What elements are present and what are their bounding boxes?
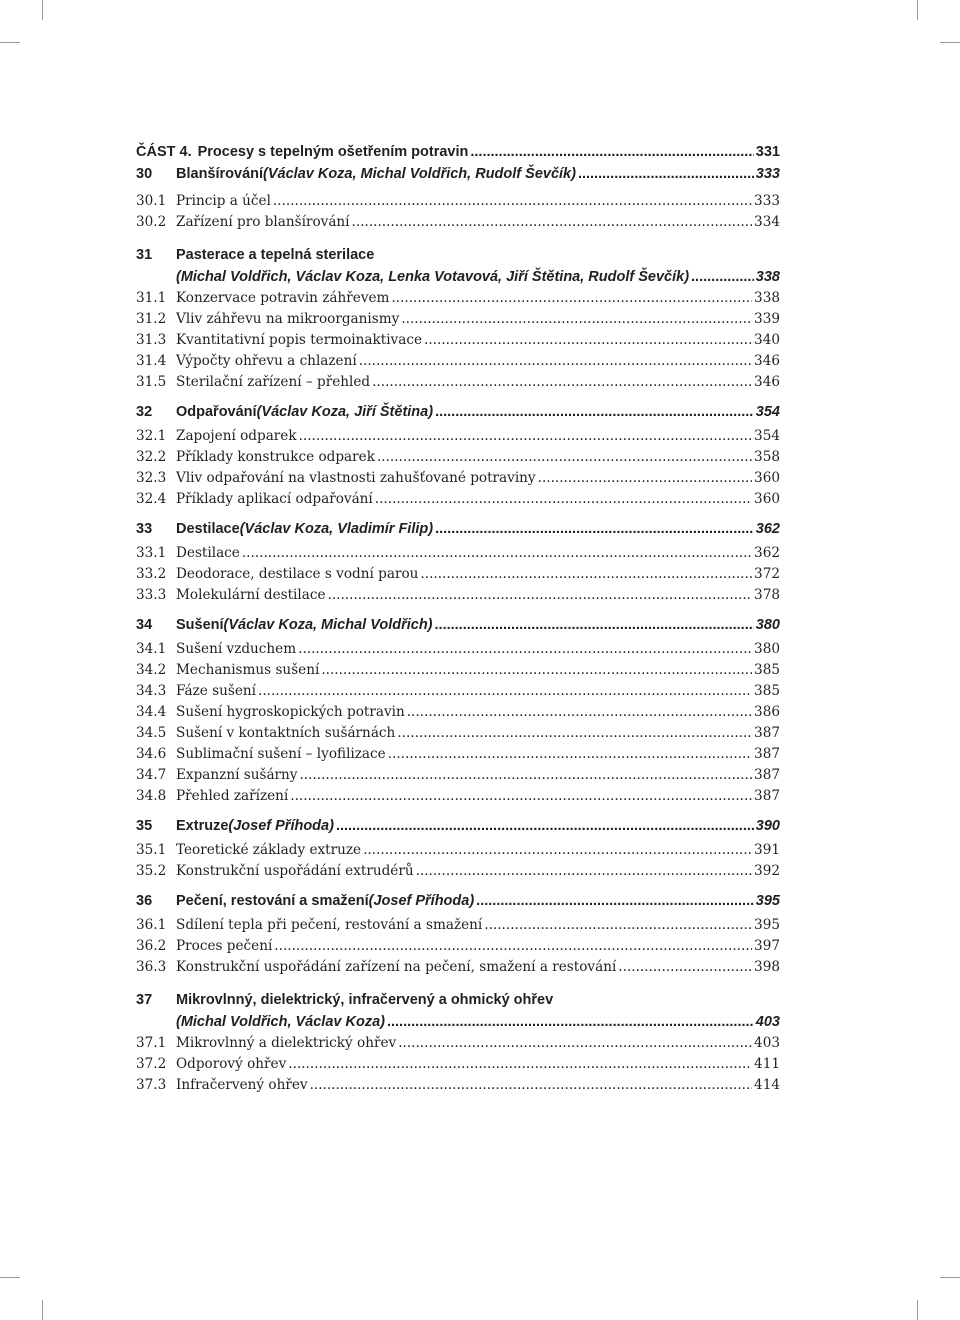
section-page-number: 403	[754, 1035, 780, 1051]
chapter-authors-line	[136, 1011, 780, 1033]
section-title: Sublimační sušení – lyofilizace	[176, 746, 386, 762]
toc-section-entry[interactable]	[136, 585, 780, 606]
chapter-number: 32	[136, 404, 153, 420]
dot-leader	[372, 372, 752, 393]
chapter-title: Extruze	[176, 818, 229, 834]
chapter-authors: (Václav Koza, Vladimír Filip)	[239, 521, 434, 537]
dot-leader	[401, 309, 752, 330]
section-number: 32.1	[136, 428, 167, 444]
toc-section-entry[interactable]	[136, 309, 780, 330]
section-number: 32.2	[136, 449, 167, 465]
dot-leader	[397, 723, 752, 744]
section-page-number: 385	[754, 662, 780, 678]
chapter-title-line	[136, 989, 780, 1011]
section-title: Teoretické základy extruze	[176, 842, 362, 858]
section-number: 31.1	[136, 290, 167, 306]
chapter-number: 37	[136, 992, 153, 1008]
section-number: 37.1	[136, 1035, 167, 1051]
crop-mark-bottom-right-v	[917, 1300, 918, 1320]
dot-leader	[336, 816, 754, 836]
toc-section-entry[interactable]	[136, 212, 780, 233]
section-number: 37.2	[136, 1056, 167, 1072]
dot-leader	[299, 426, 752, 447]
toc-section-entry[interactable]	[136, 915, 780, 936]
chapter-authors: (Václav Koza, Michal Voldřich, Rudolf Ševčík)	[263, 166, 576, 182]
dot-leader	[321, 660, 752, 681]
section-title: Mechanismus sušení	[176, 662, 320, 678]
section-number: 34.1	[136, 641, 167, 657]
section-number: 33.3	[136, 587, 167, 603]
chapter-authors: (Michal Voldřich, Václav Koza, Lenka Votavová, Jiří Štětina, Rudolf Ševčík)	[176, 269, 690, 285]
dot-leader	[484, 915, 752, 936]
section-title: Sušení vzduchem	[176, 641, 297, 657]
crop-mark-top-right-h	[940, 42, 960, 43]
dot-leader	[387, 1011, 754, 1033]
chapter-page-number: 338	[755, 269, 780, 285]
section-page-number: 385	[754, 683, 780, 699]
toc-chapter-entry[interactable]	[136, 519, 780, 543]
chapter-page-number: 395	[755, 893, 780, 909]
section-page-number: 392	[754, 863, 780, 879]
section-page-number: 398	[754, 959, 780, 975]
dot-leader	[258, 681, 752, 702]
dot-leader	[290, 786, 752, 807]
chapter-authors: (Josef Příhoda)	[228, 818, 334, 834]
toc-section-entry[interactable]	[136, 744, 780, 765]
toc-entries	[136, 164, 780, 1096]
dot-leader	[538, 468, 752, 489]
chapter-number: 33	[136, 521, 153, 537]
section-number: 33.1	[136, 545, 167, 561]
part-page-number: 331	[755, 144, 780, 160]
toc-section-entry[interactable]	[136, 1075, 780, 1096]
chapter-number: 36	[136, 893, 153, 909]
dot-leader	[416, 861, 752, 882]
chapter-authors: (Josef Příhoda)	[368, 893, 475, 909]
toc-chapter-entry[interactable]	[136, 891, 780, 915]
section-title: Příklady aplikací odpařování	[176, 491, 373, 507]
section-page-number: 378	[754, 587, 780, 603]
section-title: Molekulární destilace	[176, 587, 326, 603]
section-page-number: 346	[754, 353, 780, 369]
toc-section-entry[interactable]	[136, 660, 780, 681]
dot-leader	[398, 1033, 752, 1054]
section-page-number: 391	[754, 842, 780, 858]
section-title: Sušení hygroskopických potravin	[176, 704, 405, 720]
chapter-number: 31	[136, 247, 153, 263]
section-number: 34.5	[136, 725, 167, 741]
section-number: 36.1	[136, 917, 167, 933]
crop-mark-bottom-left-h	[0, 1277, 20, 1278]
part-title: Procesy s tepelným ošetřením potravin	[197, 144, 469, 160]
toc-section-entry[interactable]	[136, 351, 780, 372]
dot-leader	[298, 639, 752, 660]
section-title: Zařízení pro blanšírování	[176, 214, 350, 230]
section-number: 31.2	[136, 311, 167, 327]
dot-leader	[391, 288, 752, 309]
section-title: Výpočty ohřevu a chlazení	[176, 353, 357, 369]
toc-section-entry[interactable]	[136, 1033, 780, 1054]
chapter-title: Odpařování	[176, 404, 257, 420]
section-title: Přehled zařízení	[176, 788, 289, 804]
toc-section-entry[interactable]	[136, 288, 780, 309]
section-number: 32.3	[136, 470, 167, 486]
section-number: 31.4	[136, 353, 167, 369]
dot-leader	[420, 564, 752, 585]
section-title: Mikrovlnný a dielektrický ohřev	[176, 1035, 397, 1051]
toc-section-entry[interactable]	[136, 702, 780, 723]
section-page-number: 387	[754, 746, 780, 762]
section-number: 33.2	[136, 566, 167, 582]
section-title: Sušení v kontaktních sušárnách	[176, 725, 396, 741]
section-number: 34.6	[136, 746, 167, 762]
chapter-authors: (Václav Koza, Jiří Štětina)	[256, 404, 434, 420]
section-page-number: 334	[754, 214, 780, 230]
section-page-number: 333	[754, 193, 780, 209]
section-page-number: 340	[754, 332, 780, 348]
dot-leader	[242, 543, 752, 564]
part-label: ČÁST 4.	[136, 144, 192, 160]
toc-section-entry[interactable]	[136, 468, 780, 489]
section-page-number: 358	[754, 449, 780, 465]
chapter-number: 34	[136, 617, 153, 633]
chapter-title: Pasterace a tepelná sterilace	[176, 247, 375, 263]
chapter-title: Pečení, restování a smažení	[176, 893, 369, 909]
dot-leader	[328, 585, 753, 606]
section-number: 35.2	[136, 863, 167, 879]
toc-section-entry[interactable]	[136, 723, 780, 744]
section-page-number: 360	[754, 470, 780, 486]
section-page-number: 372	[754, 566, 780, 582]
dot-leader	[299, 765, 752, 786]
table-of-contents	[136, 140, 780, 1096]
toc-section-entry[interactable]	[136, 936, 780, 957]
section-title: Konstrukční uspořádání extrudérů	[176, 863, 414, 879]
dot-leader	[388, 744, 752, 765]
chapter-page-number: 403	[755, 1014, 780, 1030]
section-title: Konstrukční uspořádání zařízení na pečení, smažení a restování	[176, 959, 617, 975]
section-number: 34.2	[136, 662, 167, 678]
toc-chapter-entry[interactable]	[136, 402, 780, 426]
chapter-page-number: 390	[755, 818, 780, 834]
chapter-title: Sušení	[176, 617, 224, 633]
section-number: 36.3	[136, 959, 167, 975]
section-page-number: 339	[754, 311, 780, 327]
toc-section-entry[interactable]	[136, 681, 780, 702]
chapter-page-number: 362	[755, 521, 780, 537]
section-page-number: 387	[754, 767, 780, 783]
toc-section-entry[interactable]	[136, 861, 780, 882]
toc-section-entry[interactable]	[136, 372, 780, 393]
dot-leader	[273, 191, 752, 212]
section-title: Destilace	[176, 545, 240, 561]
dot-leader	[377, 447, 752, 468]
toc-chapter-entry[interactable]	[136, 816, 780, 840]
chapter-authors-line	[136, 266, 780, 288]
section-page-number: 395	[754, 917, 780, 933]
crop-mark-top-left-v	[42, 0, 43, 20]
toc-section-entry[interactable]	[136, 489, 780, 510]
section-number: 37.3	[136, 1077, 167, 1093]
chapter-title: Destilace	[176, 521, 240, 537]
chapter-title: Blanšírování	[176, 166, 264, 182]
dot-leader	[407, 702, 752, 723]
section-number: 36.2	[136, 938, 167, 954]
chapter-authors: (Václav Koza, Michal Voldřich)	[223, 617, 433, 633]
section-title: Kvantitativní popis termoinaktivace	[176, 332, 422, 348]
toc-section-entry[interactable]	[136, 191, 780, 212]
section-number: 34.8	[136, 788, 167, 804]
dot-leader	[691, 266, 754, 288]
section-title: Sdílení tepla při pečení, restování a smažení	[176, 917, 483, 933]
dot-leader	[578, 164, 754, 184]
toc-chapter-entry[interactable]	[136, 244, 780, 288]
toc-chapter-entry[interactable]	[136, 989, 780, 1033]
section-title: Odporový ohřev	[176, 1056, 287, 1072]
toc-chapter-entry[interactable]	[136, 164, 780, 191]
toc-section-entry[interactable]	[136, 543, 780, 564]
crop-mark-bottom-right-h	[940, 1277, 960, 1278]
section-number: 34.7	[136, 767, 167, 783]
section-number: 35.1	[136, 842, 167, 858]
crop-mark-bottom-left-v	[42, 1300, 43, 1320]
section-title: Fáze sušení	[176, 683, 256, 699]
section-title: Vliv odpařování na vlastnosti zahušťované potraviny	[176, 470, 536, 486]
dot-leader	[363, 840, 752, 861]
section-page-number: 354	[754, 428, 780, 444]
dot-leader	[435, 519, 754, 539]
section-number: 32.4	[136, 491, 167, 507]
toc-section-entry[interactable]	[136, 564, 780, 585]
chapter-page-number: 380	[755, 617, 780, 633]
toc-section-entry[interactable]	[136, 426, 780, 447]
chapter-authors: (Michal Voldřich, Václav Koza)	[176, 1014, 385, 1030]
chapter-title: Mikrovlnný, dielektrický, infračervený a ohmický ohřev	[176, 992, 554, 1008]
section-page-number: 411	[754, 1056, 780, 1072]
section-page-number: 414	[754, 1077, 780, 1093]
chapter-title-line	[136, 244, 780, 266]
section-number: 31.5	[136, 374, 167, 390]
toc-chapter-entry[interactable]	[136, 615, 780, 639]
toc-part-heading[interactable]	[136, 140, 780, 164]
chapter-page-number: 354	[755, 404, 780, 420]
toc-section-entry[interactable]	[136, 447, 780, 468]
dot-leader	[359, 351, 752, 372]
toc-section-entry[interactable]	[136, 639, 780, 660]
dot-leader	[476, 891, 754, 911]
chapter-number: 35	[136, 818, 153, 834]
section-number: 34.3	[136, 683, 167, 699]
toc-section-entry[interactable]	[136, 1054, 780, 1075]
section-number: 31.3	[136, 332, 167, 348]
dot-leader	[435, 402, 754, 422]
section-page-number: 386	[754, 704, 780, 720]
section-number: 34.4	[136, 704, 167, 720]
dot-leader	[470, 140, 753, 164]
toc-section-entry[interactable]	[136, 765, 780, 786]
section-title: Proces pečení	[176, 938, 273, 954]
section-page-number: 362	[754, 545, 780, 561]
section-title: Zapojení odparek	[176, 428, 297, 444]
section-page-number: 387	[754, 725, 780, 741]
section-title: Princip a účel	[176, 193, 271, 209]
section-title: Sterilační zařízení – přehled	[176, 374, 371, 390]
dot-leader	[435, 615, 754, 635]
section-page-number: 338	[754, 290, 780, 306]
section-title: Infračervený ohřev	[176, 1077, 308, 1093]
toc-section-entry[interactable]	[136, 330, 780, 351]
section-page-number: 360	[754, 491, 780, 507]
dot-leader	[352, 212, 753, 233]
section-number: 30.2	[136, 214, 167, 230]
toc-section-entry[interactable]	[136, 840, 780, 861]
section-number: 30.1	[136, 193, 167, 209]
section-page-number: 346	[754, 374, 780, 390]
crop-mark-top-left-h	[0, 42, 20, 43]
dot-leader	[618, 957, 752, 978]
section-page-number: 397	[754, 938, 780, 954]
dot-leader	[424, 330, 752, 351]
section-title: Konzervace potravin záhřevem	[176, 290, 390, 306]
crop-mark-top-right-v	[917, 0, 918, 20]
section-title: Expanzní sušárny	[176, 767, 298, 783]
dot-leader	[288, 1054, 752, 1075]
chapter-number: 30	[136, 166, 153, 182]
section-page-number: 380	[754, 641, 780, 657]
chapter-page-number: 333	[755, 166, 780, 182]
toc-section-entry[interactable]	[136, 957, 780, 978]
dot-leader	[375, 489, 752, 510]
section-title: Deodorace, destilace s vodní parou	[176, 566, 419, 582]
section-title: Příklady konstrukce odparek	[176, 449, 375, 465]
dot-leader	[310, 1075, 752, 1096]
toc-section-entry[interactable]	[136, 786, 780, 807]
dot-leader	[274, 936, 752, 957]
section-page-number: 387	[754, 788, 780, 804]
section-title: Vliv záhřevu na mikroorganismy	[176, 311, 400, 327]
